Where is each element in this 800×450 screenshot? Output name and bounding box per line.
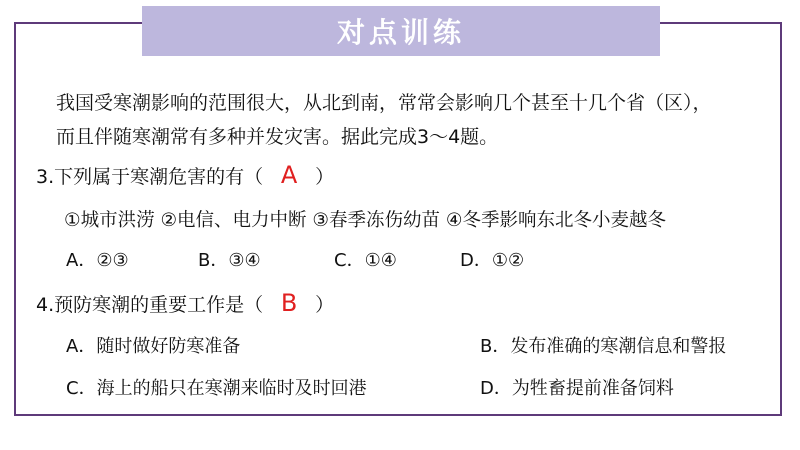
question-4-close: ） [315,294,335,316]
question-4-option-a: A．随时做好防寒准备 [66,336,241,357]
page-title: 对点训练 [336,16,465,49]
question-4-option-d: D．为牲畜提前准备饲料 [480,378,674,399]
question-3 [36,162,334,190]
question-3-option-b: B．③④ [198,250,261,271]
question-3-answer: A [280,161,298,189]
intro-line-2: 而且伴随寒潮常有多种并发灾害。据此完成3～4题。 [56,126,499,148]
question-4-option-c: C．海上的船只在寒潮来临时及时回港 [66,378,367,399]
question-4-prompt: 4.预防寒潮的重要工作是（ [36,294,264,316]
question-3-option-a: A．②③ [66,250,129,271]
question-3-close: ） [315,166,335,188]
intro-line-1: 我国受寒潮影响的范围很大，从北到南，常常会影响几个甚至十几个省（区）， [56,92,712,114]
title-banner [142,6,660,56]
question-3-items: ①城市洪涝 ②电信、电力中断 ③春季冻伤幼苗 ④冬季影响东北冬小麦越冬 [64,210,666,231]
question-4 [36,290,334,318]
question-4-option-b: B．发布准确的寒潮信息和警报 [480,336,727,357]
question-3-option-d: D．①② [460,250,525,271]
question-3-prompt: 3.下列属于寒潮危害的有（ [36,166,264,188]
question-4-answer: B [280,289,298,317]
question-3-option-c: C．①④ [334,250,397,271]
